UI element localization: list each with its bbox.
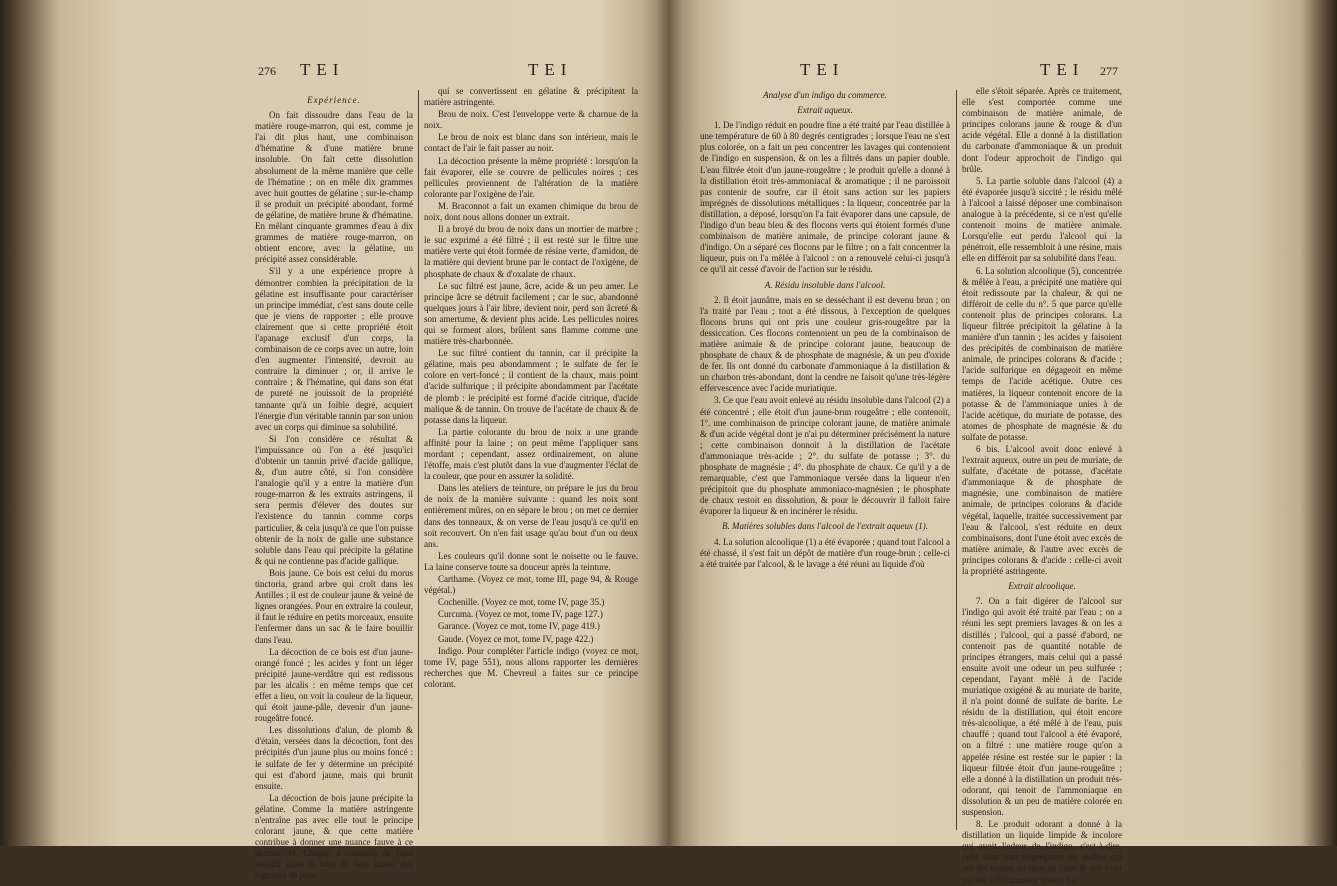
section-heading: Extrait alcoolique. (1008, 581, 1076, 592)
paragraph: Les dissolutions d'alun, de plomb & d'étain, versées dans la décoction, font des précipités d'un jaune plus ou moins foncé : le sulfate de fer y détermine un précipité qui est d'abord jaune, mais qui brunit ensuite. (255, 725, 413, 791)
running-header-right-2: TEI (1040, 60, 1085, 79)
paragraph: elle s'étoit séparée. Après ce traitement, elle s'est comportée comme une combinaison de matière animale, de principes colorans jaune & rouge & d'un acide végétal. Elle a donné à la distillation du carbonate d'ammoniaque & un produit dont l'odeur approchoit de l'indigo qui brûle. (962, 86, 1122, 174)
running-header-left: TEI (300, 60, 345, 79)
paragraph: 6. La solution alcoolique (5), concentrée & mêlée à l'eau, a précipité une matière qui étoit redissoute par la chaleur, & qui ne différoit de celle du n°. 5 que parce qu'elle contenoit plus de principes colorans. La liqueur filtrée précipitoit la gélatine à la manière d'un tannin ; les acides y faisoient des précipités de combinaison de matière animale, de principes colorans & d'acide ; l'acide sulfurique en dégageoit en même temps de l'acide acétique. Outre ces matières, la liqueur contenoit encore de la potasse & de l'ammoniaque unies à de l'acide acétique, du muriate de potasse, des atomes de phosphate de magnésie & du sulfate de potasse. (962, 265, 1122, 442)
paragraph: Le suc filtré est jaune, âcre, acide & un peu amer. Le principe âcre se détruit facilement ; car le suc, abandonné quelques jours à l'air libre, devient noir, perd son âcreté & son amertume, & devient plus acide. Les pellicules noires qui se forment alors, brûlent sans flamme comme une matière très-charbonnée. (424, 280, 638, 347)
paragraph: 1. De l'indigo réduit en poudre fine a été traité par l'eau distillée à une température de 60 à 80 degrés centigrades ; lorsque l'eau ne s'est plus colorée, on a fait un peu concentrer les lavages qui contenoient de l'indigo en suspension, & on les a filtrés dans un papier double. L'eau filtrée étoit d'un jaune-rougeâtre ; le produit qu'elle a donné à la distillation étoit très-ammoniacal & aromatique ; il ne paroissoit pas contenir de soufre, car il étoit sans action sur les papiers imprégnés de dissolutions métalliques : la liqueur, concentrée par la distillation, a déposé, lorsqu'on l'a fait évaporer dans une capsule, de l'indigo d'un beau bleu & des flocons verts qui étoient formés d'une combinaison de matière animale, de principe colorant jaune & d'indigo. On a séparé ces flocons par le filtre ; on a fait concentrer la liqueur, puis on l'a mêlée à l'alcool : on a renouvelé celui-ci jusqu'à ce qu'il ait cessé d'avoir de l'action sur le résidu. (700, 120, 950, 275)
paragraph: On fait dissoudre dans l'eau de la matière rouge-marron, qui est, comme je l'ai dit plus haut, une combinaison d'hématine & d'une matière brune insoluble. On fait cette dissolution absolument de la même manière que celle de l'hématine ; on en mêle dix grammes avec huit gouttes de gélatine ; sur-le-champ il se produit un précipité abondant, formé de gélatine, de matière brune & d'hématine. En mêlant cinquante grammes d'eau à dix grammes de matière rouge-marron, on obtient encore, avec la gélatine, un précipité assez considérable. (255, 110, 413, 265)
running-header-left-2: TEI (528, 60, 573, 79)
paragraph: Dans les ateliers de teinture, on prépare le jus du brou de noix de la manière suivante : quand les noix sont entièrement mûres, on en sépare le brou ; on met ce dernier dans des tonneaux, & on verse de l'eau jusqu'à ce qu'il en soit recouvert. On n'en fait usage qu'au bout d'un ou deux ans. (424, 483, 638, 549)
paragraph: Garance. (Voyez ce mot, tome IV, page 419.) (438, 621, 600, 632)
paragraph: Brou de noix. C'est l'enveloppe verte & charnue de la noix. (424, 109, 638, 131)
left-page-column-1 (255, 92, 413, 881)
paragraph: Cochenille. (Voyez ce mot, tome IV, page 35.) (438, 597, 605, 608)
page-number-left: 276 (258, 64, 276, 78)
paragraph: M. Braconnot a fait un examen chimique du brou de noix, dont nous allons donner un extrait. (424, 200, 638, 223)
running-header-right: TEI (800, 60, 845, 79)
paragraph: Indigo. Pour compléter l'article indigo (voyez ce mot, tome IV, page 551), nous allons rapporter les dernières recherches que M. Chevreul a faites sur ce principe colorant. (424, 645, 638, 689)
paragraph: Le brou de noix est blanc dans son intérieur, mais le contact de l'air le fait passer au noir. (424, 132, 638, 154)
paragraph: La décoction de bois jaune précipite la gélatine. Comme la matière astringente n'entraîne pas avec elle tout le principe colorant jaune, & que cette matière contribue à donner une nuance fauve à ce dernier, M. Chaptal a conseillé de faire bouillir dans le bain de bois jaune, des rognures de peau (255, 792, 413, 881)
paragraph: qui se convertissent en gélatine & précipitent la matière astringente. (424, 86, 638, 108)
section-heading: Expérience. (307, 95, 361, 105)
paragraph: 5. La partie soluble dans l'alcool (4) a été évaporée jusqu'à siccité ; le résidu mêlé à l'alcool a laissé déposer une combinaison analogue à la précédente, si ce n'est qu'elle contenoit moins de matière animale. Lorsqu'elle eut perdu l'alcool qui la pénétroit, elle ressembloit à une résine, mais elle en différoit par sa solubilité dans l'eau. (962, 175, 1122, 264)
paragraph: 4. La solution alcoolique (1) a été évaporée ; quand tout l'alcool a été chassé, il s'est fait un dépôt de matière d'un rouge-brun ; celle-ci a été traitée par l'alcool, & le lavage a été réuni au liquide d'où (700, 536, 950, 569)
page-number-right: 277 (1100, 64, 1118, 78)
paragraph: Gaude. (Voyez ce mot, tome IV, page 422.) (438, 633, 594, 644)
paragraph: S'il y a une expérience propre à démontrer combien la précipitation de la gélatine est insuffisante pour caractériser un principe immédiat, c'est sans doute celle que je viens de rapporter ; elle prouve clairement que si cette propriété étoit l'apanage exclusif d'un corps, la combinaison de ce corps avec un autre, loin d'en augmenter l'intensité, devroit au contraire la diminuer ; or, il arrive le contraire ; & l'hématine, qui dans son état de pureté ne jouissoit de la propriété tannante qu'à un foible degré, acquiert l'énergie d'un véritable tannin par son union avec un corps qui diminue sa solubilité. (255, 266, 413, 432)
paragraph: 2. Il étoit jaunâtre, mais en se desséchant il est devenu brun ; on l'a traité par l'eau ; tout a été dissous, à l'exception de quelques flocons bruns qui ont pris une couleur gris-rougeâtre par la dessiccation. Ces flocons contenoient un peu de la combinaison de matière animale & de principe colorant jaune, beaucoup de phosphate de chaux & de phosphate de magnésie, & un peu d'oxide de fer. Ils ont donné du carbonate d'ammoniaque à la distillation & un charbon très-abondant, dont la cendre ne faisoit qu'une très-légère effervescence avec l'acide muriatique. (700, 294, 950, 394)
paragraph: Si l'on considère ce résultat & l'impuissance où l'on a été jusqu'ici d'obtenir un tannin privé d'acide gallique, &, d'un autre côté, si l'on considère l'analogie qu'il y a entre la matière d'un rouge-marron & les extraits astringens, il sera permis d'élever des doutes sur l'existence du tannin comme corps particulier, & cela jusqu'à ce que l'on puisse obtenir de la noix de galle une substance soluble dans l'eau qui précipite la gélatine & qui ne contienne pas d'acide gallique. (255, 433, 413, 566)
book-gutter (640, 0, 700, 846)
section-heading: Extrait aqueux. (797, 105, 853, 116)
paragraph: Bois jaune. Ce bois est celui du morus tinctoria, grand arbre qui croît dans les Antilles ; il est de couleur jaune & veiné de lignes orangées. Pour en extraire la couleur, il faut le réduire en petits morceaux, ensuite l'enfermer dans un sac & le faire bouillir dans l'eau. (255, 567, 413, 645)
column-rule-right (956, 90, 957, 830)
right-page-column-1 (700, 86, 950, 831)
paragraph: Le suc filtré contient du tannin, car il précipite la gélatine, mais peu abondamment ; le sulfate de fer le colore en vert-foncé ; il contient de la chaux, mais point d'acide sulfurique ; il précipite abondamment par l'acétate de plomb : le précipité est formé d'acide citrique, d'acide malique & de tannin. On trouve de l'acétate de chaux & de potasse dans la liqueur. (424, 348, 638, 425)
section-heading: A. Résidu insoluble dans l'alcool. (764, 279, 886, 290)
paragraph: 3. Ce que l'eau avoit enlevé au résidu insoluble dans l'alcool (2) a été concentré ; elle étoit d'un jaune-brun rougeâtre ; elle contenoit, 1°. une combinaison de principe colorant jaune, de matière animale & d'un acide végétal dont je n'ai pu déterminer précisément la nature ; cette combinaison donnoit à la distillation de l'acétate d'ammoniaque très-acide ; 2°. du sulfate de potasse ; 3°. du phosphate de magnésie ; 4°. du phosphate de chaux. Ce qu'il y a de remarquable, c'est que l'ammoniaque versée dans la liqueur n'en précipitoit que du phosphate ammoniaco-magnésien ; le phosphate de chaux restoit en dissolution, & pour le découvrir il falloit faire évaporer la liqueur & en incinérer le résidu. (700, 395, 950, 517)
paragraph: La décoction de ce bois est d'un jaune-orangé foncé ; les acides y font un léger précipité jaune-verdâtre qui est redissous par les alcalis : en même temps que cet effet a lieu, on voit la couleur de la liqueur, qui étoit jaune-pâle, devenir d'un jaune-rougeâtre foncé. (255, 646, 413, 724)
left-page-column-2 (424, 86, 638, 831)
paragraph: Curcuma. (Voyez ce mot, tome IV, page 127.) (438, 609, 603, 620)
paragraph: 6 bis. L'alcool avoit donc enlevé à l'extrait aqueux, outre un peu de muriate, de sulfate, d'acétate de potasse, d'acétate d'ammoniaque & de phosphate de magnésie, une combinaison de matière animale, de principes colorans & d'acide végétal, laquelle, traitée successivement par l'eau & l'alcool, s'est réduite en deux combinaisons, dont l'une étoit avec excès de matière animale, & l'autre avec excès de principes colorans & d'acide : celle-ci avoit la propriété astringente. (962, 444, 1122, 577)
paragraph: Carthame. (Voyez ce mot, tome III, page 94, & Rouge végétal.) (424, 574, 638, 596)
paragraph: La décoction présente la même propriété : lorsqu'on la fait évaporer, elle se couvre de pellicules noires ; ces pellicules proviennent de l'altération de la matière colorante par l'oxigène de l'air. (424, 155, 638, 199)
paragraph: La partie colorante du brou de noix a une grande affinité pour la laine ; on peut même l'appliquer sans mordant ; cependant, assez ordinairement, on alune l'étoffe, mais c'est plutôt dans la vue d'augmenter l'éclat de la couleur, que pour en assurer la solidité. (424, 426, 638, 482)
paragraph: Les couleurs qu'il donne sont le noisette ou le fauve. La laine conserve toute sa douceur après la teinture. (424, 550, 638, 572)
paragraph: 8. Le produit odorant a donné à la distillation un liquide limpide & incolore qui avoit l'odeur de l'indigo, c'est-à-dire, celle dont sont imprégnées les étoffes qui ont été teintes en bleu de cuve & qui n'ont pas été suffisamment lavées. Le (962, 819, 1122, 885)
section-heading: Analyse d'un indigo du commerce. (763, 90, 887, 100)
column-rule-left (418, 90, 419, 830)
section-heading: B. Matières solubles dans l'alcool de l'extrait aqueux (1). (722, 521, 928, 532)
paragraph: 7. On a fait digérer de l'alcool sur l'indigo qui avoit été traité par l'eau ; on a réuni les sept premiers lavages & on les a distillés ; l'alcool, qui a passé d'abord, ne contenoit pas de quantité notable de principes étrangers, mais celui qui a passé ensuite avoit une odeur un peu sulfurée ; cependant, l'ayant mêlé à de l'acide muriatique oxigéné & au muriate de barite, il n'a point donné de sulfate de barite. Le résidu de la distillation, qui étoit encore très-alcoolique, a été mêlé à de l'eau, puis chauffé ; quand tout l'alcool a été évaporé, on a filtré : une matière rouge qu'on a appelée résine est restée sur le papier : la liqueur filtrée étoit d'un jaune-rougeâtre ; elle a donné à la distillation un produit très-odorant, qui tenoit de l'ammoniaque en dissolution & un peu de matière colorée en suspension. (962, 596, 1122, 817)
right-page-column-2 (962, 86, 1122, 885)
paragraph: Il a broyé du brou de noix dans un mortier de marbre ; le suc exprimé a été filtré ; il est resté sur le filtre une matière verte qui étoit formée de résine verte, d'amidon, de la matière qui devient brune par le contact de l'oxigène, de phosphate de chaux & d'oxalate de chaux. (424, 224, 638, 279)
